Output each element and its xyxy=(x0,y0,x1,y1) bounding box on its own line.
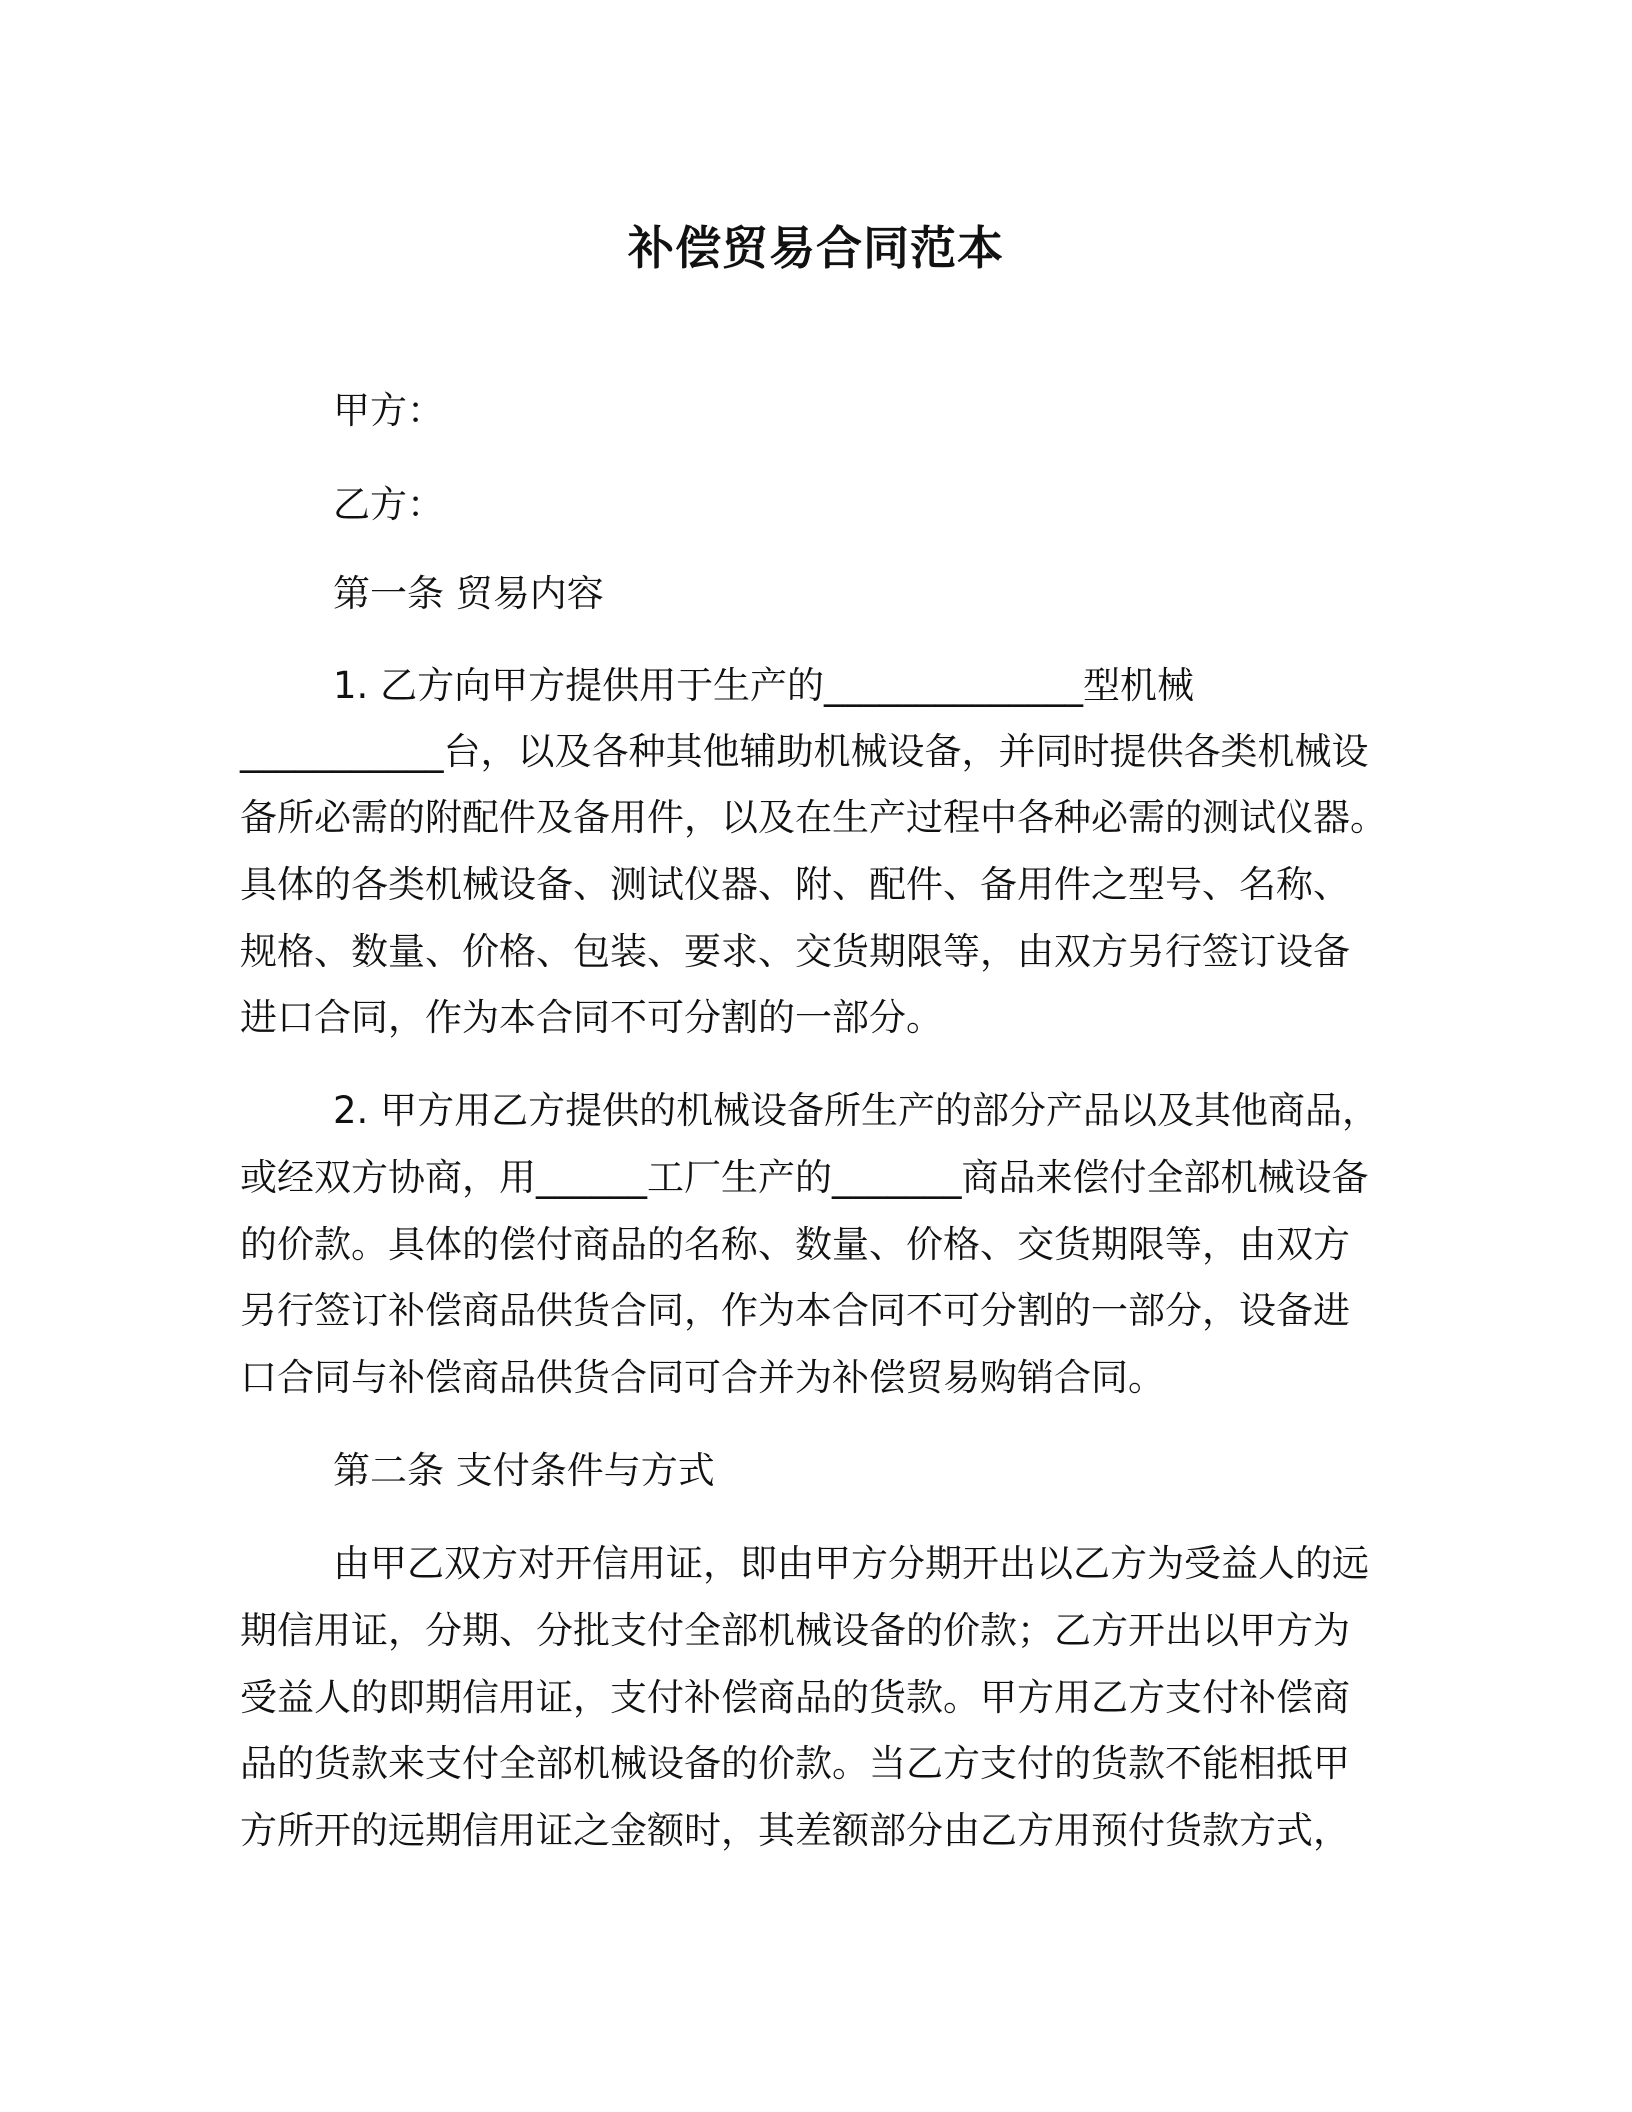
document-title: 补偿贸易合同范本 xyxy=(628,221,1004,275)
clause-1-line: 1. 乙方向甲方提供用于生产的______________型机械 xyxy=(333,664,1195,707)
article-2-line: 品的货款来支付全部机械设备的价款。当乙方支付的货款不能相抵甲 xyxy=(240,1742,1350,1785)
clause-2-line: 或经双方协商，用______工厂生产的_______商品来偿付全部机械设备 xyxy=(240,1156,1369,1199)
clause-1-line: 进口合同，作为本合同不可分割的一部分。 xyxy=(240,996,943,1039)
clause-2-line: 的价款。具体的偿付商品的名称、数量、价格、交货期限等，由双方 xyxy=(240,1223,1350,1266)
party-a-label: 甲方： xyxy=(333,389,444,432)
clause-1-line: ___________台，以及各种其他辅助机械设备，并同时提供各类机械设 xyxy=(240,730,1369,773)
article-1-heading: 第一条 贸易内容 xyxy=(333,572,604,615)
article-2-line: 期信用证，分期、分批支付全部机械设备的价款；乙方开出以甲方为 xyxy=(240,1609,1350,1652)
clause-1-line: 备所必需的附配件及备用件，以及在生产过程中各种必需的测试仪器。 xyxy=(240,796,1387,839)
clause-1-line: 具体的各类机械设备、测试仪器、附、配件、备用件之型号、名称、 xyxy=(240,863,1350,906)
party-b-label: 乙方： xyxy=(333,483,444,526)
article-2-line: 由甲乙双方对开信用证，即由甲方分期开出以乙方为受益人的远 xyxy=(333,1542,1369,1585)
clause-1-line: 规格、数量、价格、包装、要求、交货期限等，由双方另行签订设备 xyxy=(240,930,1350,973)
clause-2-line: 另行签订补偿商品供货合同，作为本合同不可分割的一部分，设备进 xyxy=(240,1289,1350,1332)
article-2-line: 受益人的即期信用证，支付补偿商品的货款。甲方用乙方支付补偿商 xyxy=(240,1676,1350,1719)
clause-2-line: 2. 甲方用乙方提供的机械设备所生产的部分产品以及其他商品， xyxy=(333,1089,1380,1132)
clause-2-line: 口合同与补偿商品供货合同可合并为补偿贸易购销合同。 xyxy=(240,1356,1165,1399)
article-2-line: 方所开的远期信用证之金额时，其差额部分由乙方用预付货款方式， xyxy=(240,1809,1350,1852)
article-2-heading: 第二条 支付条件与方式 xyxy=(333,1449,715,1492)
